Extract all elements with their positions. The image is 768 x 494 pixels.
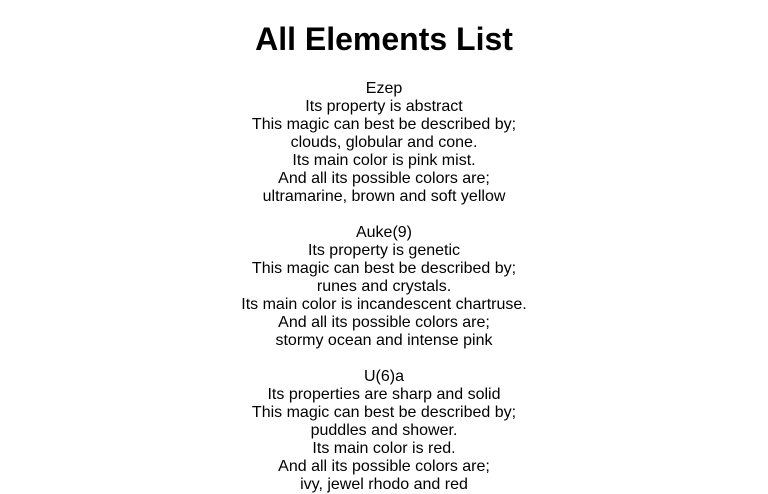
element-description: clouds, globular and cone.: [290, 134, 478, 151]
element-description-intro: This magic can best be described by;: [251, 260, 517, 277]
element-main-color: Its main color is pink mist.: [292, 152, 476, 169]
element-description: puddles and shower.: [310, 422, 458, 439]
element-entry-ezep: [0, 80, 768, 206]
element-colors-intro: And all its possible colors are;: [278, 314, 490, 331]
element-description: runes and crystals.: [316, 278, 452, 295]
element-property: Its property is genetic: [307, 242, 461, 259]
element-colors-intro: And all its possible colors are;: [278, 458, 490, 475]
element-main-color: Its main color is red.: [312, 440, 456, 457]
element-property: Its property is abstract: [305, 98, 463, 115]
element-description-intro: This magic can best be described by;: [251, 116, 517, 133]
element-entry-auke9: [0, 224, 768, 350]
element-colors: stormy ocean and intense pink: [275, 332, 493, 349]
element-name: Auke(9): [355, 224, 413, 241]
element-name: Ezep: [365, 80, 403, 97]
element-entry-u6a: [0, 368, 768, 494]
element-colors: ivy, jewel rhodo and red: [300, 476, 468, 493]
element-colors: ultramarine, brown and soft yellow: [262, 188, 506, 205]
element-colors-intro: And all its possible colors are;: [278, 170, 490, 187]
page-title: All Elements List: [255, 21, 513, 57]
element-description-intro: This magic can best be described by;: [251, 404, 517, 421]
element-property: Its properties are sharp and solid: [267, 386, 501, 403]
element-main-color: Its main color is incandescent chartruse.: [241, 296, 527, 313]
element-name: U(6)a: [363, 368, 404, 385]
elements-list: [0, 80, 768, 494]
